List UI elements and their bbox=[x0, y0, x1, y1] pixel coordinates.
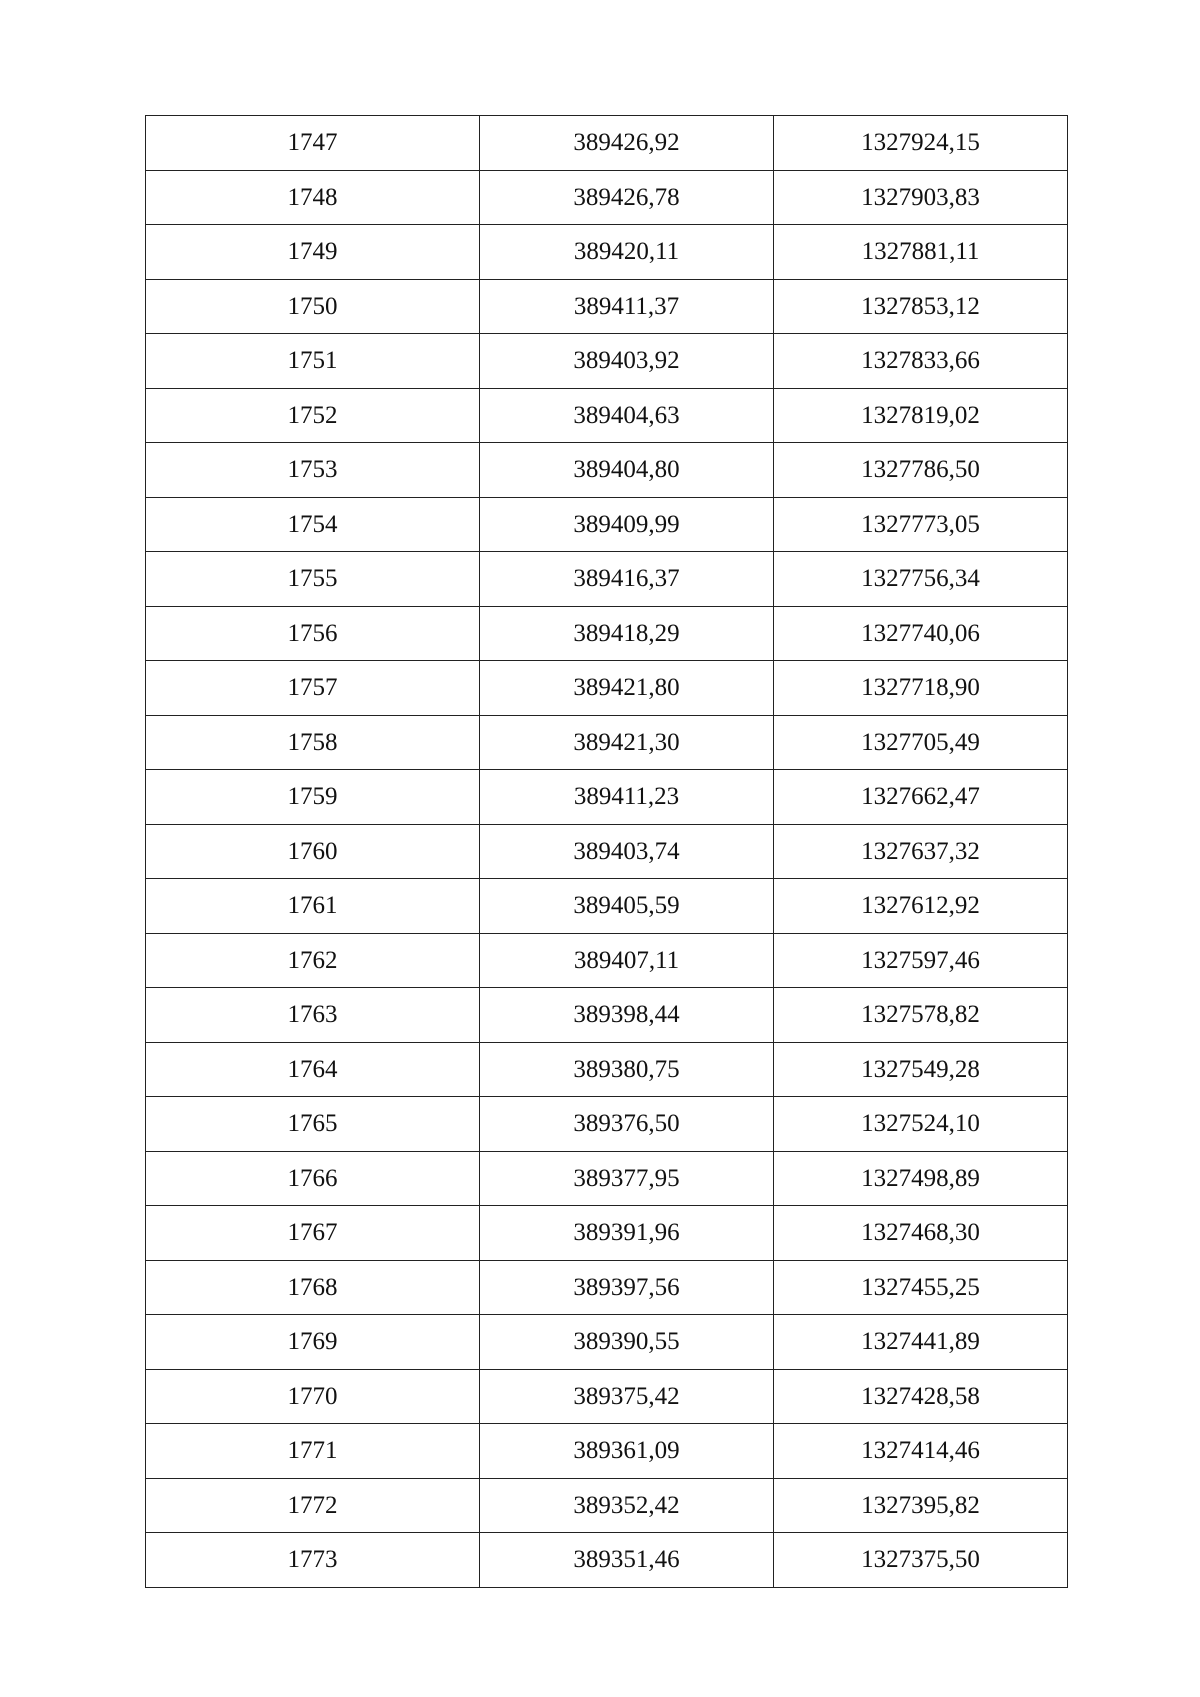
point-number-cell: 1750 bbox=[146, 279, 480, 334]
table-row bbox=[146, 116, 1068, 171]
point-number-cell: 1772 bbox=[146, 1478, 480, 1533]
table-row bbox=[146, 1533, 1068, 1588]
table-row bbox=[146, 1315, 1068, 1370]
x-coordinate-cell: 389377,95 bbox=[480, 1151, 774, 1206]
point-number-cell: 1758 bbox=[146, 715, 480, 770]
y-coordinate-cell: 1327441,89 bbox=[774, 1315, 1068, 1370]
table-row bbox=[146, 824, 1068, 879]
y-coordinate-cell: 1327578,82 bbox=[774, 988, 1068, 1043]
y-coordinate-cell: 1327881,11 bbox=[774, 225, 1068, 280]
x-coordinate-cell: 389411,37 bbox=[480, 279, 774, 334]
y-coordinate-cell: 1327597,46 bbox=[774, 933, 1068, 988]
y-coordinate-cell: 1327773,05 bbox=[774, 497, 1068, 552]
point-number-cell: 1757 bbox=[146, 661, 480, 716]
table-row bbox=[146, 879, 1068, 934]
point-number-cell: 1756 bbox=[146, 606, 480, 661]
x-coordinate-cell: 389418,29 bbox=[480, 606, 774, 661]
x-coordinate-cell: 389361,09 bbox=[480, 1424, 774, 1479]
table-row bbox=[146, 770, 1068, 825]
point-number-cell: 1759 bbox=[146, 770, 480, 825]
point-number-cell: 1752 bbox=[146, 388, 480, 443]
point-number-cell: 1764 bbox=[146, 1042, 480, 1097]
y-coordinate-cell: 1327819,02 bbox=[774, 388, 1068, 443]
y-coordinate-cell: 1327395,82 bbox=[774, 1478, 1068, 1533]
y-coordinate-cell: 1327498,89 bbox=[774, 1151, 1068, 1206]
table-row bbox=[146, 170, 1068, 225]
x-coordinate-cell: 389403,74 bbox=[480, 824, 774, 879]
x-coordinate-cell: 389352,42 bbox=[480, 1478, 774, 1533]
x-coordinate-cell: 389404,80 bbox=[480, 443, 774, 498]
y-coordinate-cell: 1327756,34 bbox=[774, 552, 1068, 607]
table-row bbox=[146, 1260, 1068, 1315]
point-number-cell: 1755 bbox=[146, 552, 480, 607]
point-number-cell: 1754 bbox=[146, 497, 480, 552]
x-coordinate-cell: 389390,55 bbox=[480, 1315, 774, 1370]
point-number-cell: 1762 bbox=[146, 933, 480, 988]
table-row bbox=[146, 279, 1068, 334]
table-row bbox=[146, 225, 1068, 280]
table-row bbox=[146, 1424, 1068, 1479]
y-coordinate-cell: 1327853,12 bbox=[774, 279, 1068, 334]
y-coordinate-cell: 1327662,47 bbox=[774, 770, 1068, 825]
x-coordinate-cell: 389404,63 bbox=[480, 388, 774, 443]
x-coordinate-cell: 389420,11 bbox=[480, 225, 774, 280]
y-coordinate-cell: 1327833,66 bbox=[774, 334, 1068, 389]
table-row bbox=[146, 606, 1068, 661]
x-coordinate-cell: 389376,50 bbox=[480, 1097, 774, 1152]
x-coordinate-cell: 389411,23 bbox=[480, 770, 774, 825]
point-number-cell: 1767 bbox=[146, 1206, 480, 1261]
table-row bbox=[146, 443, 1068, 498]
y-coordinate-cell: 1327903,83 bbox=[774, 170, 1068, 225]
point-number-cell: 1747 bbox=[146, 116, 480, 171]
x-coordinate-cell: 389426,78 bbox=[480, 170, 774, 225]
y-coordinate-cell: 1327924,15 bbox=[774, 116, 1068, 171]
x-coordinate-cell: 389416,37 bbox=[480, 552, 774, 607]
table-row bbox=[146, 661, 1068, 716]
point-number-cell: 1760 bbox=[146, 824, 480, 879]
point-number-cell: 1753 bbox=[146, 443, 480, 498]
point-number-cell: 1768 bbox=[146, 1260, 480, 1315]
table-row bbox=[146, 1478, 1068, 1533]
x-coordinate-cell: 389375,42 bbox=[480, 1369, 774, 1424]
x-coordinate-cell: 389380,75 bbox=[480, 1042, 774, 1097]
table-row bbox=[146, 933, 1068, 988]
table-row bbox=[146, 988, 1068, 1043]
y-coordinate-cell: 1327524,10 bbox=[774, 1097, 1068, 1152]
y-coordinate-cell: 1327549,28 bbox=[774, 1042, 1068, 1097]
y-coordinate-cell: 1327705,49 bbox=[774, 715, 1068, 770]
y-coordinate-cell: 1327637,32 bbox=[774, 824, 1068, 879]
y-coordinate-cell: 1327740,06 bbox=[774, 606, 1068, 661]
x-coordinate-cell: 389351,46 bbox=[480, 1533, 774, 1588]
y-coordinate-cell: 1327455,25 bbox=[774, 1260, 1068, 1315]
x-coordinate-cell: 389403,92 bbox=[480, 334, 774, 389]
table-row bbox=[146, 1151, 1068, 1206]
y-coordinate-cell: 1327786,50 bbox=[774, 443, 1068, 498]
table-row bbox=[146, 552, 1068, 607]
y-coordinate-cell: 1327468,30 bbox=[774, 1206, 1068, 1261]
x-coordinate-cell: 389409,99 bbox=[480, 497, 774, 552]
point-number-cell: 1773 bbox=[146, 1533, 480, 1588]
x-coordinate-cell: 389405,59 bbox=[480, 879, 774, 934]
point-number-cell: 1765 bbox=[146, 1097, 480, 1152]
table-row bbox=[146, 715, 1068, 770]
point-number-cell: 1769 bbox=[146, 1315, 480, 1370]
x-coordinate-cell: 389391,96 bbox=[480, 1206, 774, 1261]
point-number-cell: 1761 bbox=[146, 879, 480, 934]
table-row bbox=[146, 1097, 1068, 1152]
point-number-cell: 1751 bbox=[146, 334, 480, 389]
x-coordinate-cell: 389421,80 bbox=[480, 661, 774, 716]
y-coordinate-cell: 1327718,90 bbox=[774, 661, 1068, 716]
x-coordinate-cell: 389421,30 bbox=[480, 715, 774, 770]
point-number-cell: 1771 bbox=[146, 1424, 480, 1479]
coordinates-table bbox=[145, 115, 1068, 1588]
point-number-cell: 1748 bbox=[146, 170, 480, 225]
coordinates-table-body bbox=[146, 116, 1068, 1588]
point-number-cell: 1770 bbox=[146, 1369, 480, 1424]
x-coordinate-cell: 389397,56 bbox=[480, 1260, 774, 1315]
y-coordinate-cell: 1327414,46 bbox=[774, 1424, 1068, 1479]
table-row bbox=[146, 1369, 1068, 1424]
x-coordinate-cell: 389398,44 bbox=[480, 988, 774, 1043]
y-coordinate-cell: 1327375,50 bbox=[774, 1533, 1068, 1588]
y-coordinate-cell: 1327428,58 bbox=[774, 1369, 1068, 1424]
table-row bbox=[146, 334, 1068, 389]
table-row bbox=[146, 497, 1068, 552]
x-coordinate-cell: 389426,92 bbox=[480, 116, 774, 171]
table-row bbox=[146, 1206, 1068, 1261]
table-row bbox=[146, 388, 1068, 443]
point-number-cell: 1763 bbox=[146, 988, 480, 1043]
point-number-cell: 1766 bbox=[146, 1151, 480, 1206]
table-row bbox=[146, 1042, 1068, 1097]
y-coordinate-cell: 1327612,92 bbox=[774, 879, 1068, 934]
x-coordinate-cell: 389407,11 bbox=[480, 933, 774, 988]
point-number-cell: 1749 bbox=[146, 225, 480, 280]
